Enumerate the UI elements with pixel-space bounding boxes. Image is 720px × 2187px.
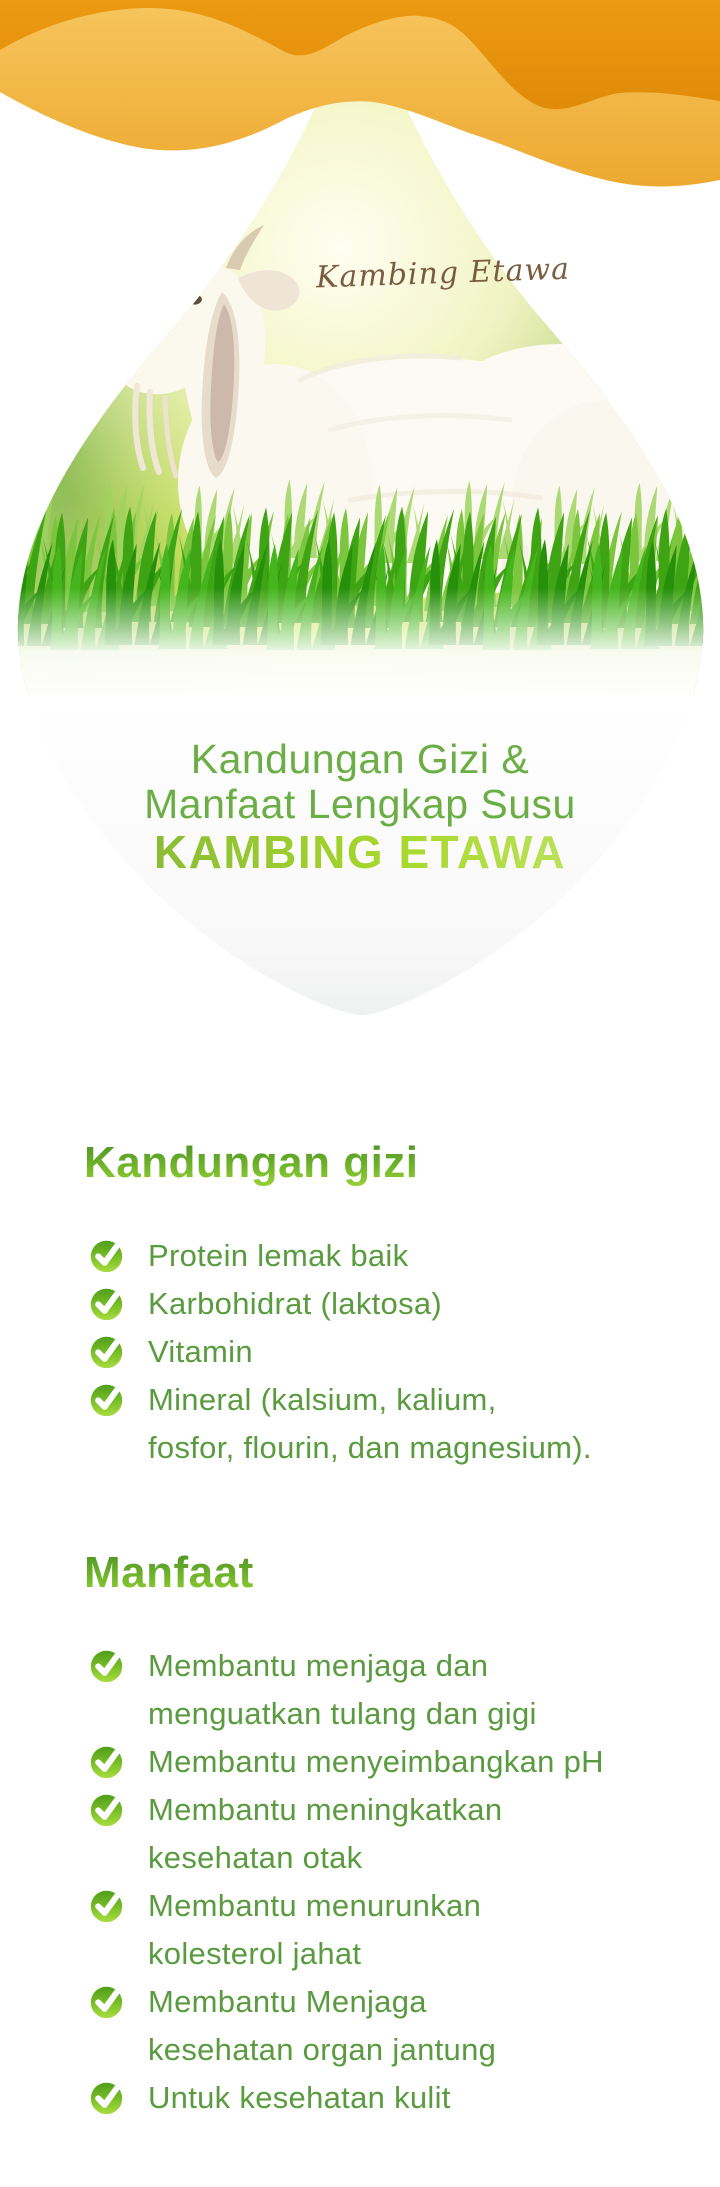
section-heading-manfaat: Manfaat	[84, 1548, 254, 1597]
kandungan-gizi-list	[88, 1232, 708, 1472]
check-icon	[88, 1285, 125, 1322]
check-icon	[88, 2079, 125, 2116]
list-item-text: Membantu Menjaga	[148, 1984, 427, 2019]
list-item	[88, 1328, 708, 1376]
list-item-text: Mineral (kalsium, kalium,	[148, 1382, 497, 1417]
section-heading-kandungan-gizi: Kandungan gizi	[84, 1138, 419, 1187]
check-icon	[88, 1887, 125, 1924]
list-item	[88, 1280, 708, 1328]
check-icon	[88, 1983, 125, 2020]
list-item-text: Untuk kesehatan kulit	[148, 2080, 451, 2115]
check-icon	[88, 1333, 125, 1370]
list-item-text: kesehatan organ jantung	[148, 2032, 497, 2067]
check-icon	[88, 1381, 125, 1418]
list-item-text: Membantu menyeimbangkan pH	[148, 1744, 604, 1779]
list-item-text: menguatkan tulang dan gigi	[148, 1696, 537, 1731]
list-item-text: Vitamin	[148, 1334, 253, 1369]
list-item-text: kolesterol jahat	[148, 1936, 362, 1971]
hero-title-line2: Manfaat Lengkap Susu	[144, 781, 576, 827]
check-icon	[88, 1743, 125, 1780]
list-item-text: Protein lemak baik	[148, 1238, 409, 1273]
list-item	[88, 1882, 708, 1978]
list-item	[88, 2074, 708, 2122]
list-item-text: Membantu meningkatkan	[148, 1792, 503, 1827]
hero-title-line3: KAMBING ETAWA	[0, 827, 720, 877]
check-icon	[88, 1647, 125, 1684]
list-item	[88, 1786, 708, 1882]
header-waves	[0, 0, 720, 260]
list-item	[88, 1642, 708, 1738]
list-item	[88, 1232, 708, 1280]
manfaat-list	[88, 1642, 708, 2122]
list-item-text: Karbohidrat (laktosa)	[148, 1286, 443, 1321]
list-item-text: fosfor, flourin, dan magnesium).	[148, 1430, 592, 1465]
hero-title-line1: Kandungan Gizi &	[190, 736, 530, 782]
hero-title	[0, 737, 720, 877]
list-item-text: Membantu menjaga dan	[148, 1648, 489, 1683]
list-item	[88, 1376, 708, 1472]
check-icon	[88, 1791, 125, 1828]
list-item-text: kesehatan otak	[148, 1840, 363, 1875]
goat-photo-caption: Kambing Etawa	[315, 251, 571, 296]
list-item	[88, 1738, 708, 1786]
list-item	[88, 1978, 708, 2074]
check-icon	[88, 1237, 125, 1274]
grass-fade	[18, 588, 704, 706]
list-item-text: Membantu menurunkan	[148, 1888, 482, 1923]
